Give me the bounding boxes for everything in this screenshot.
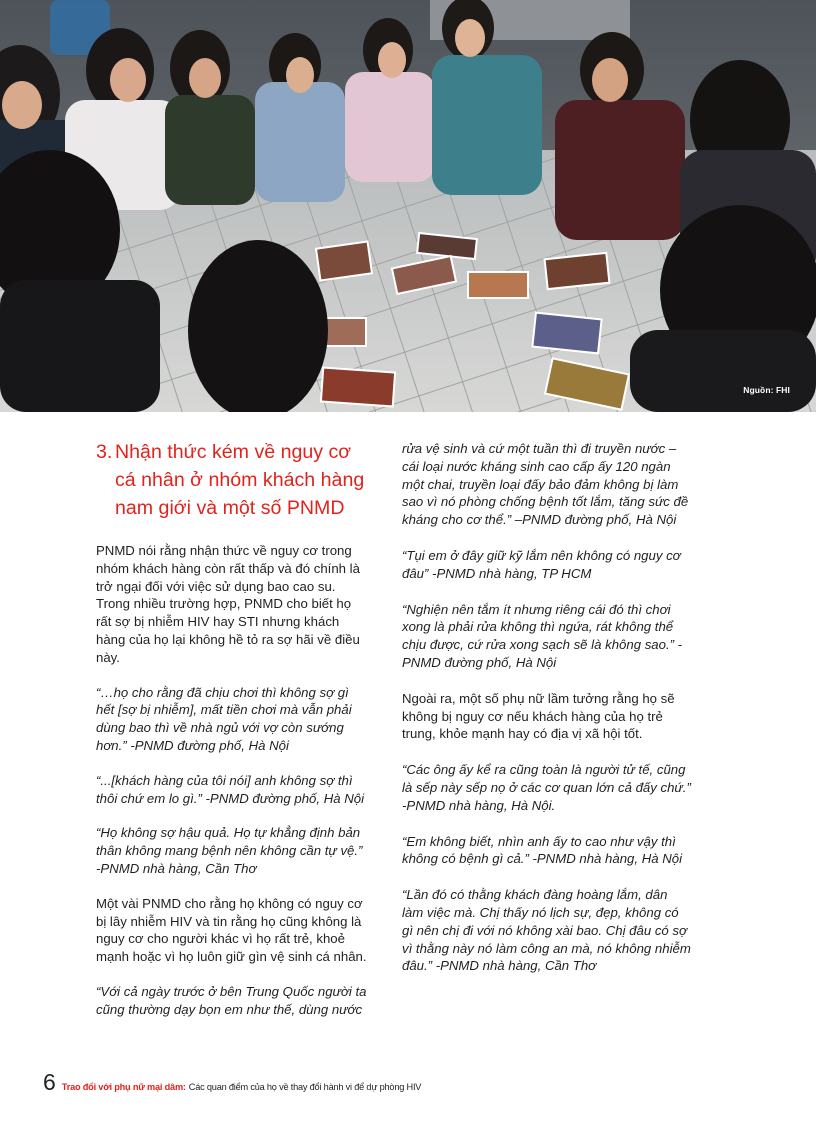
right-column (402, 440, 692, 993)
quote: “Nghiện nên tắm ít nhưng riêng cái đó thì chơi xong là phải rửa không thì ngứa, rát không thể chịu được, cứ rửa xong sạch sẽ là không sao.” -PNMD đường phố, Hà Nội (402, 601, 683, 670)
paragraph: Một vài PNMD cho rằng họ không có nguy cơ bị lây nhiễm HIV và tin rằng họ cũng không là nguy cơ cho người khác vì họ rất trẻ, khoẻ mạnh hoặc vì họ luôn giữ gìn vệ sinh cá nhân. (96, 895, 367, 965)
photo-credit: Nguồn: FHI (743, 385, 790, 395)
paragraph: Ngoài ra, một số phụ nữ lầm tưởng rằng họ sẽ không bị nguy cơ nếu khách hàng của họ trẻ trung, khỏe mạnh hay có địa vị xã hội tốt. (402, 690, 675, 742)
section-number: 3. (96, 441, 113, 463)
section-heading (96, 438, 370, 522)
quote: “Tụi em ở đây giữ kỹ lắm nên không có nguy cơ đâu” -PNMD nhà hàng, TP HCM (402, 547, 681, 581)
paragraph: PNMD nói rằng nhận thức về nguy cơ trong nhóm khách hàng còn rất thấp và đó chính là trở ngại đối với việc sử dụng bao cao su. Trong nhiều trường hợp, PNMD cho biết họ rất sợ bị nhiễm HIV hay STI nhưng khách hàng của họ lại không hề tỏ ra sợ hãi về điều này. (96, 543, 360, 665)
page-footer (43, 1071, 421, 1094)
quote: “Em không biết, nhìn anh ấy to cao như vậy thì không có bệnh gì cả.” -PNMD nhà hàng, Hà Nội (402, 833, 683, 867)
quote: “Với cả ngày trước ở bên Trung Quốc người ta cũng thường dạy bọn em như thế, dùng nước (96, 983, 367, 1017)
quote: “…họ cho rằng đã chịu chơi thì không sợ gì hết [sợ bị nhiễm], mất tiền chơi mà vẫn phải dùng bao thì về nhà ngủ với vợ còn sướng hơn.” -PNMD đường phố, Hà Nội (96, 684, 352, 753)
left-column (96, 438, 370, 1036)
cover-photo (0, 0, 816, 412)
quote: “Các ông ấy kể ra cũng toàn là người tử tế, cũng là sếp này sếp nọ ở các cơ quan lớn cả đấy chứ.” -PNMD nhà hàng, Hà Nội. (402, 762, 691, 813)
quote: “...[khách hàng của tôi nói] anh không sợ thì thôi chứ em lo gì.” -PNMD đường phố, Hà Nội (96, 772, 365, 806)
page-number: 6 (43, 1069, 56, 1095)
group-discussion-illustration (0, 0, 816, 412)
section-title: Nhận thức kém về nguy cơ cá nhân ở nhóm khách hàng nam giới và một số PNMD (115, 441, 365, 519)
footer-subtitle: Các quan điểm của họ về thay đổi hành vi để dự phòng HIV (188, 1082, 422, 1092)
quote: “Họ không sợ hậu quả. Họ tự khẳng định bản thân không mang bệnh nên không cần tự vệ.” -PNMD nhà hàng, Cần Thơ (96, 825, 363, 876)
quote: rửa vệ sinh và cứ một tuần thì đi truyền nước – cái loại nước kháng sinh cao cấp ấy 120 ngàn một chai, truyền loại đấy bảo đảm không bị làm sao vì nó phòng chống bệnh tốt lắm, tăng sức đề kháng cho cơ thể.” –PNMD đường phố, Hà Nội (402, 441, 689, 528)
quote: “Lần đó có thằng khách đàng hoàng lắm, dân làm việc mà. Chị thấy nó lịch sự, đẹp, không có gì nên chị đi với nó không xài bao. Chị đâu có sợ vì thằng này nó làm công an mà, nó không nhiễm đâu.” -PNMD nhà hàng, Cần Thơ (402, 887, 691, 974)
footer-title: Trao đổi với phụ nữ mại dâm: (61, 1082, 186, 1092)
